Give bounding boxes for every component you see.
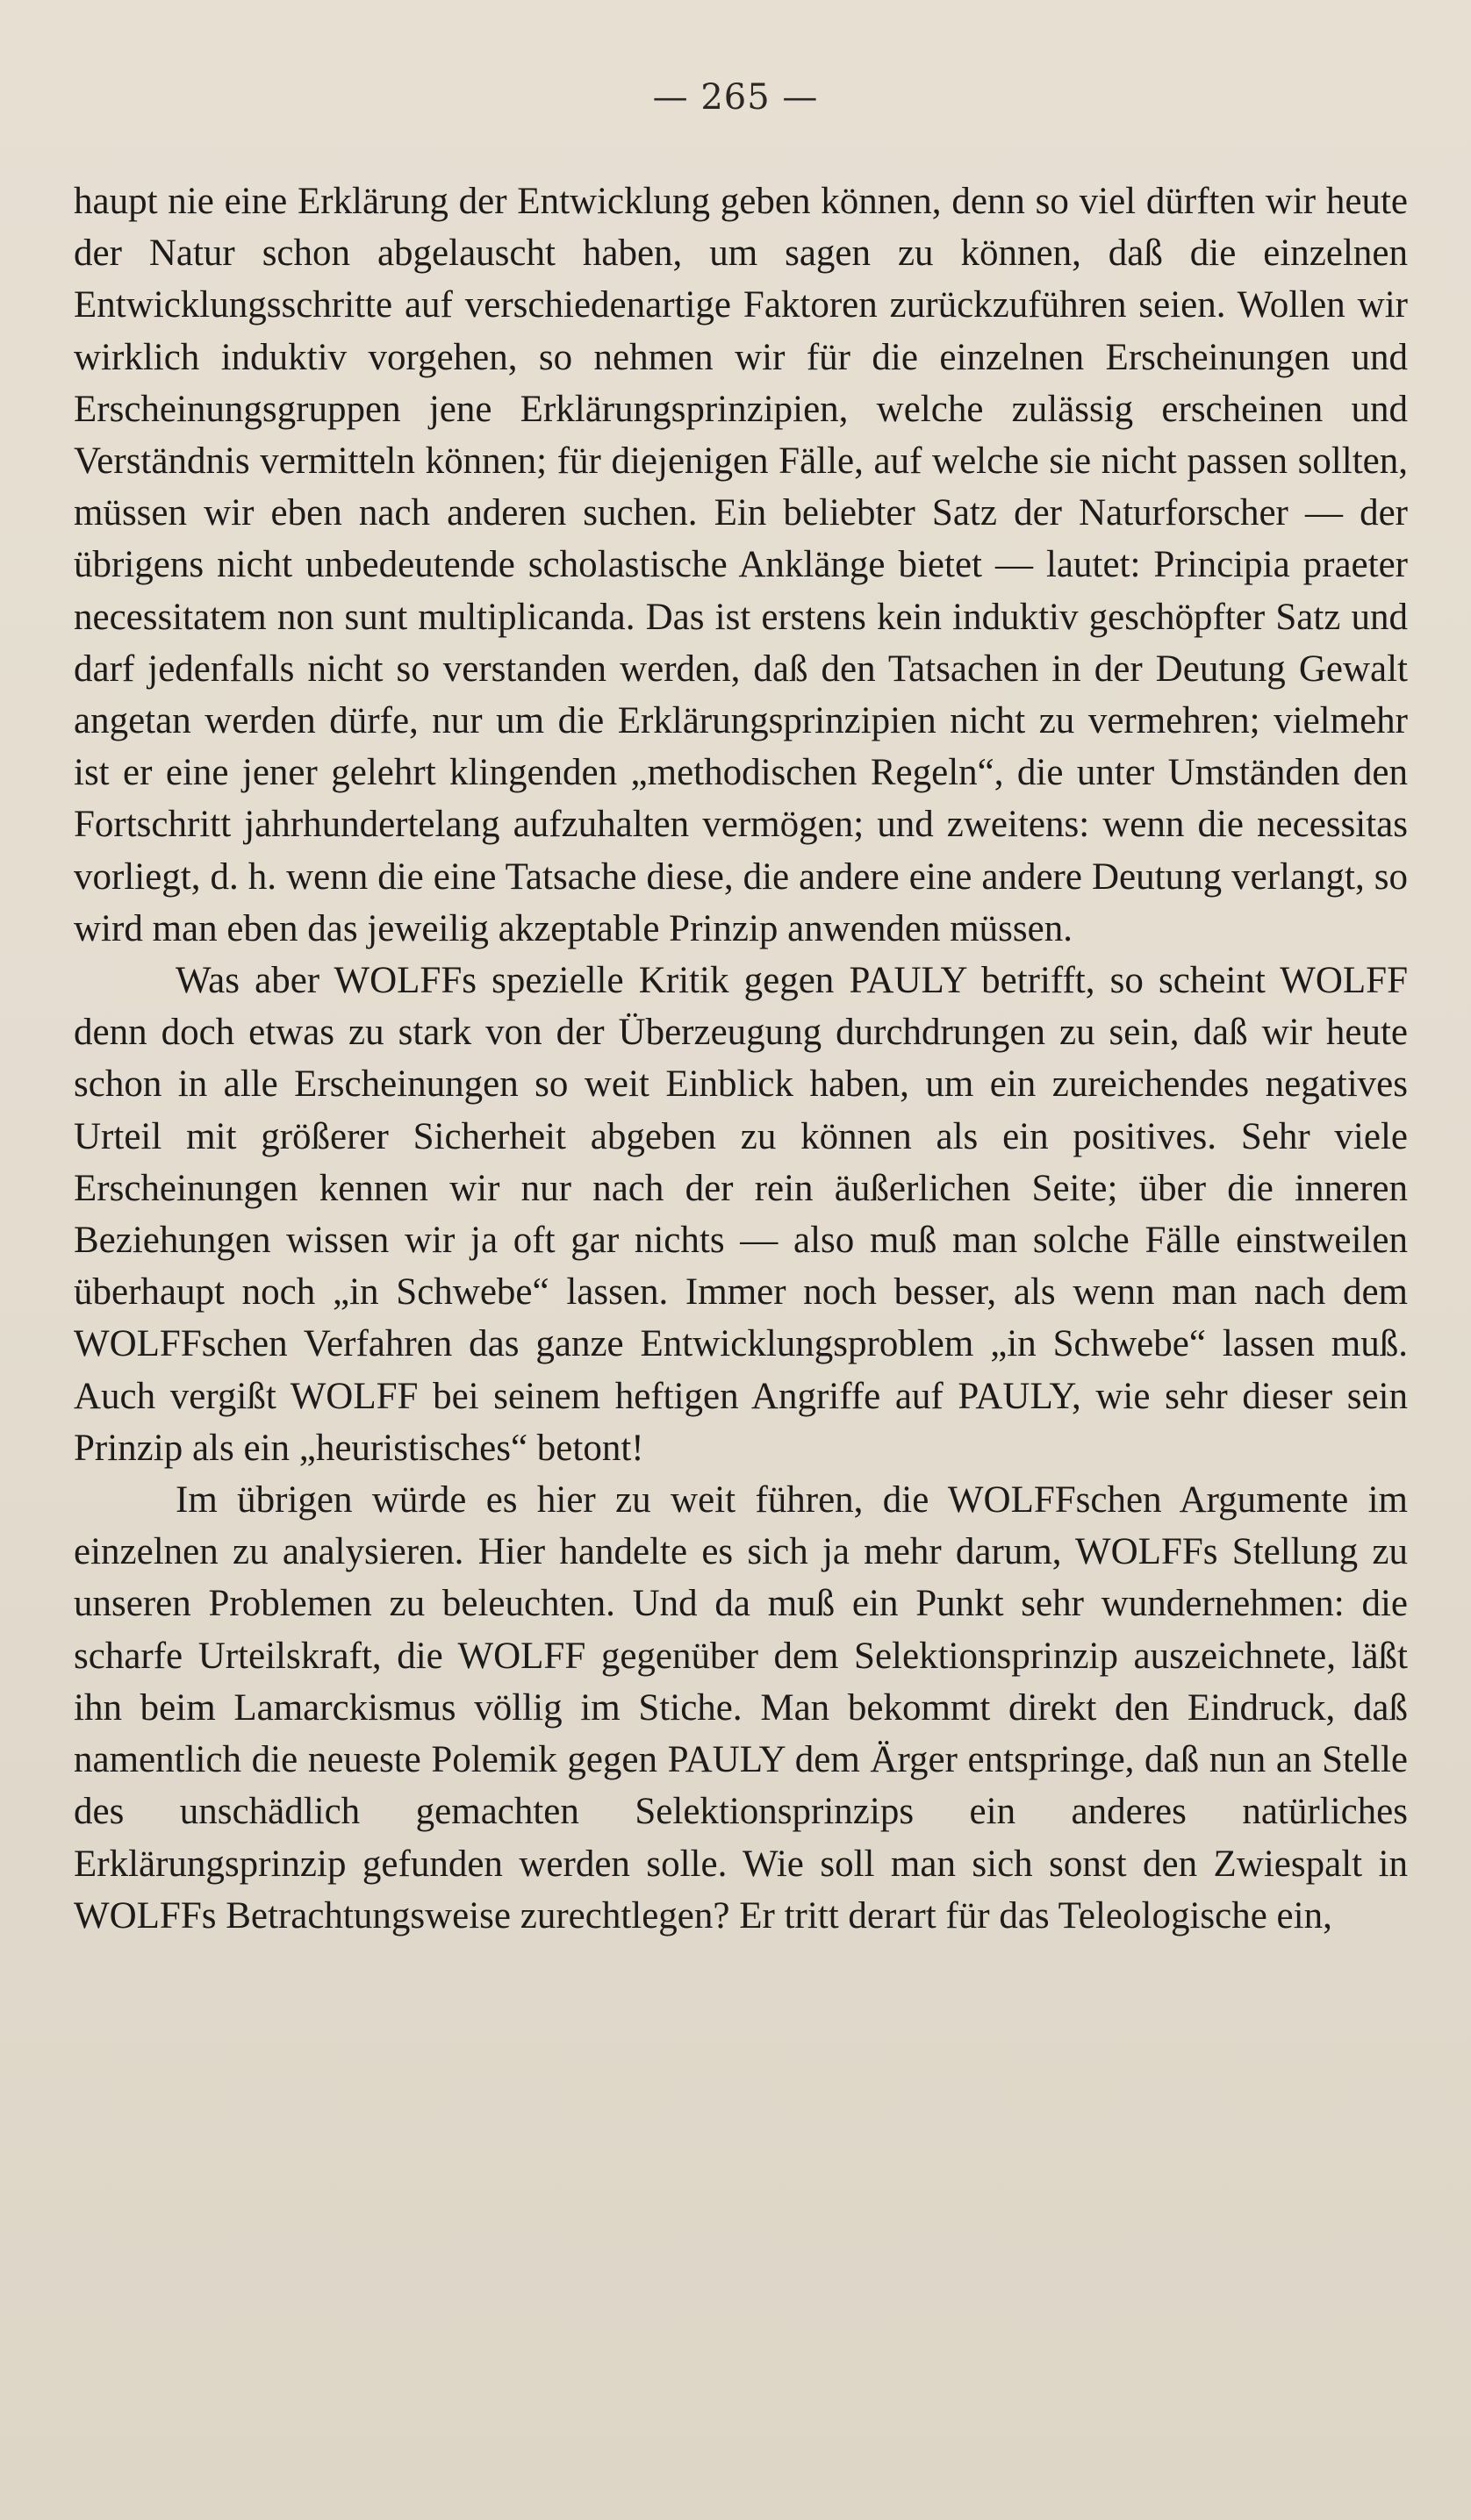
paragraph-3: Im übrigen würde es hier zu weit führen, die WOLFFschen Argumente im einzelnen zu analysieren. Hier handelte es sich ja mehr darum, WOLFFs Stellung zu unseren Problemen zu beleuchten. Und da muß ein Punkt sehr wundernehmen: die scharfe Urteilskraft, die WOLFF gegenüber dem Selektionsprinzip auszeichnete, läßt ihn beim Lamarckismus völlig im Stiche. Man bekommt direkt den Eindruck, daß namentlich die neueste Polemik gegen PAULY dem Ärger entspringe, daß nun an Stelle des unschädlich gemachten Selektionsprinzips ein anderes natürliches Erklärungsprinzip gefunden werden solle. Wie soll man sich sonst den Zwiespalt in WOLFFs Betrachtungsweise zurechtlegen? Er tritt derart für das Teleologische ein,: [74, 1479, 1408, 1937]
paragraph-2: Was aber WOLFFs spezielle Kritik gegen PAULY betrifft, so scheint WOLFF denn doch etwas zu stark von der Überzeugung durchdrungen zu sein, daß wir heute schon in alle Erscheinungen so weit Einblick haben, um ein zureichendes negatives Urteil mit größerer Sicherheit abgeben zu können als ein positives. Sehr viele Erscheinungen kennen wir nur nach der rein äußerlichen Seite; über die inneren Beziehungen wissen wir ja oft gar nichts — also muß man solche Fälle einstweilen überhaupt noch „in Schwebe“ lassen. Immer noch besser, als wenn man nach dem WOLFFschen Verfahren das ganze Entwicklungsproblem „in Schwebe“ lassen muß. Auch vergißt WOLFF bei seinem heftigen Angriffe auf PAULY, wie sehr dieser sein Prinzip als ein „heuristisches“ betont!: [74, 960, 1408, 1469]
page-number: — 265 —: [652, 77, 819, 118]
paragraph-1: haupt nie eine Erklärung der Entwicklung geben können, denn so viel dürften wir heute der Natur schon abgelauscht haben, um sagen zu können, daß die einzelnen Entwicklungsschritte auf verschiedenartige Faktoren zurückzuführen seien. Wollen wir wirklich induktiv vorgehen, so nehmen wir für die einzelnen Erscheinungen und Erscheinungsgruppen jene Erklärungsprinzipien, welche zulässig erscheinen und Verständnis vermitteln können; für diejenigen Fälle, auf welche sie nicht passen sollten, müssen wir eben nach anderen suchen. Ein beliebter Satz der Naturforscher — der übrigens nicht unbedeutende scholastische Anklänge bietet — lautet: Principia praeter necessitatem non sunt multiplicanda. Das ist erstens kein induktiv geschöpfter Satz und darf jedenfalls nicht so verstanden werden, daß den Tatsachen in der Deutung Gewalt angetan werden dürfe, nur um die Erklärungsprinzipien nicht zu vermehren; vielmehr ist er eine jener gelehrt klingenden „methodischen Regeln“, die unter Umständen den Fortschritt jahrhundertelang aufzuhalten vermögen; und zweitens: wenn die necessitas vorliegt, d. h. wenn die eine Tatsache diese, die andere eine andere Deutung verlangt, so wird man eben das jeweilig akzeptable Prinzip anwenden müssen.: [74, 181, 1408, 949]
body-text: [74, 175, 1408, 1942]
